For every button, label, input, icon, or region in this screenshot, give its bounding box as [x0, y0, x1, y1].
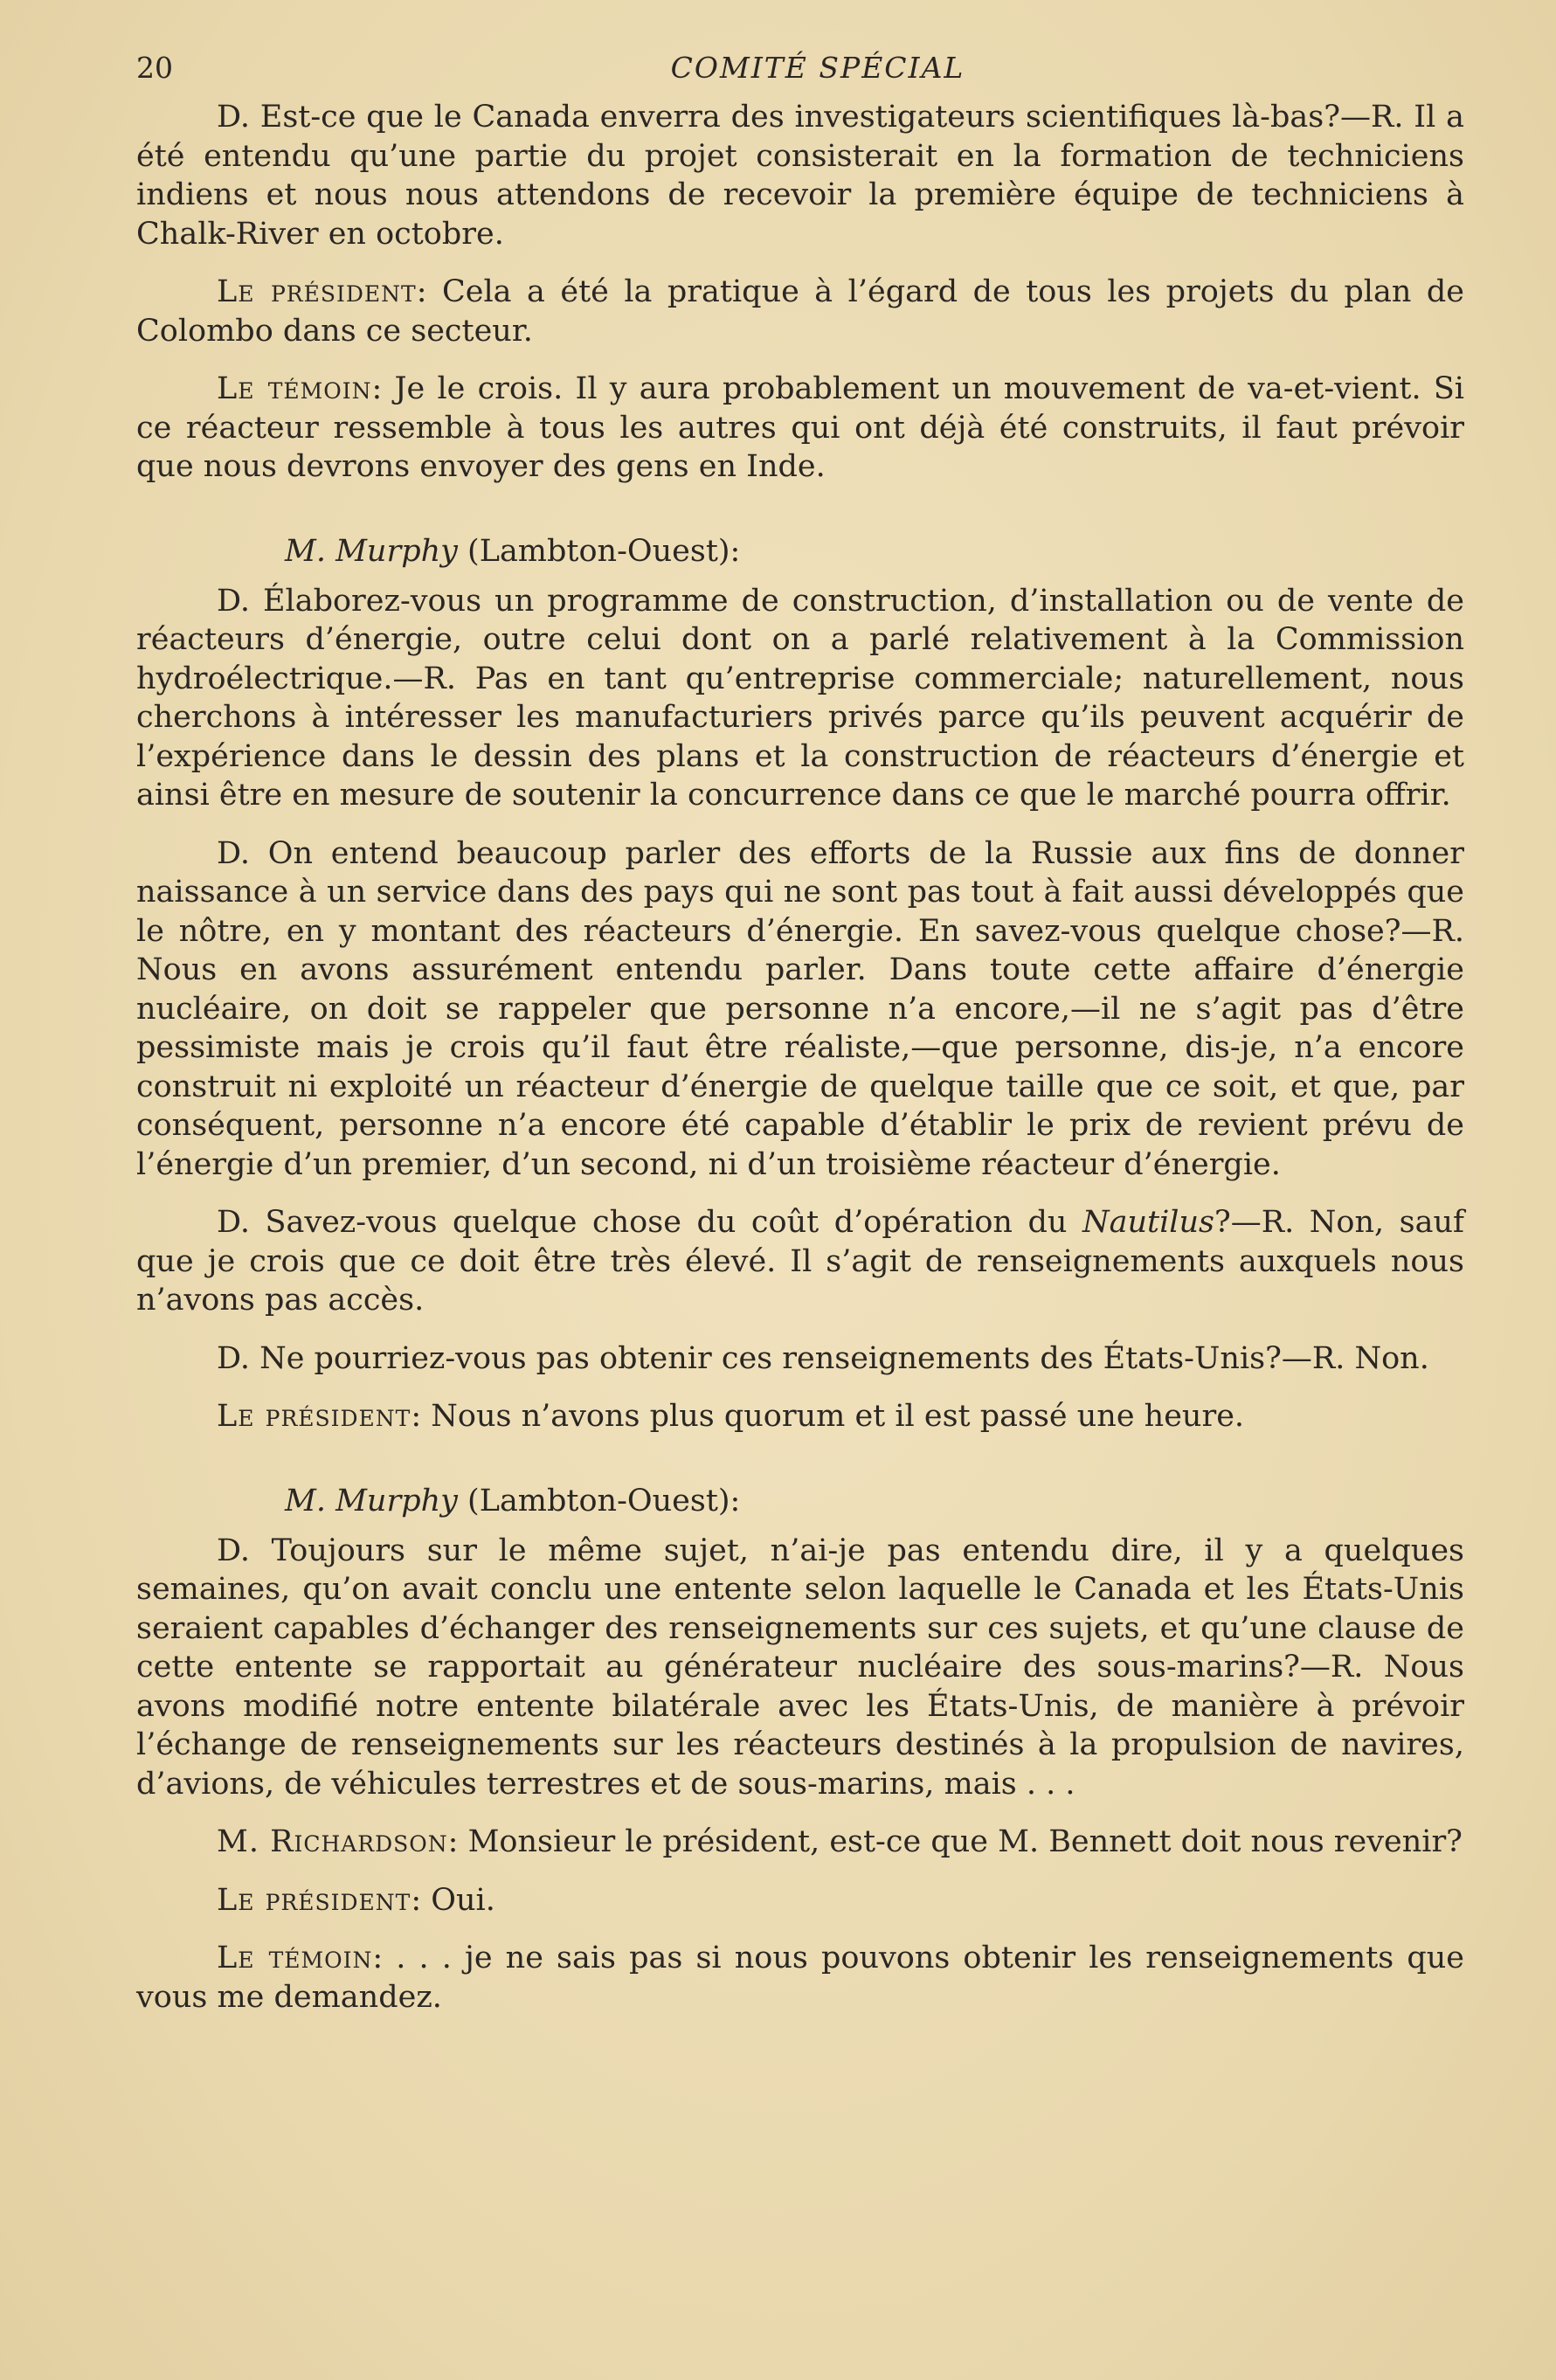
- nautilus-title: Nautilus: [1082, 1205, 1214, 1240]
- paragraph-5: [136, 834, 1464, 1185]
- speaker-richardson: M. Richardson: [217, 1824, 448, 1859]
- paragraph-1: [136, 98, 1464, 253]
- paragraph-12-text: : . . . je ne sais pas si nous pouvons obtenir les renseignements que vous me demandez.: [136, 1941, 1464, 2015]
- speaker-heading-2-riding: (Lambton-Ouest):: [457, 1483, 741, 1519]
- paragraph-6: [136, 1203, 1464, 1320]
- paragraph-5-text: D. On entend beaucoup parler des efforts de la Russie aux fins de donner naissance à un service dans des pays qui ne sont pas tout à fait aussi développés que le nôtre, en y montant des réacteurs d’énergie. En savez-vous quelque chose?—R. Nous en avons assurément entendu parler. Dans toute cette affaire d’énergie nucléaire, on doit se rappeler que personne n’a encore,—il ne s’agit pas d’être pessimiste mais je crois qu’il faut être réaliste,—que personne, dis-je, n’a encore construit ni exploité un réacteur d’énergie de quelque taille que ce soit, et que, par conséquent, personne n’a encore été capable d’établir le prix de revient prévu de l’énergie d’un premier, d’un second, ni d’un troisième réacteur d’énergie.: [136, 835, 1464, 1182]
- speaker-heading-1-name: M. Murphy: [285, 533, 458, 569]
- paragraph-6-text-a: D. Savez-vous quelque chose du coût d’opération du: [217, 1205, 1082, 1240]
- paragraph-9-text: D. Toujours sur le même sujet, n’ai-je pas entendu dire, il y a quelques semaines, qu’on avait conclu une entente selon laquelle le Canada et les États-Unis seraient capables d’échanger des renseignements sur ces sujets, et qu’une clause de cette entente se rapportait au générateur nucléaire des sous-marins?—R. Nous avons modifié notre entente bilatérale avec les États-Unis, de manière à prévoir l’échange de renseignements sur les réacteurs destinés à la propulsion de navires, d’avions, de véhicules terrestres et de sous-marins, mais . . .: [136, 1532, 1464, 1802]
- paragraph-9: [136, 1532, 1464, 1804]
- speaker-witness: Le témoin: [217, 1941, 373, 1975]
- paragraph-8-text: : Nous n’avons plus quorum et il est passé une heure.: [411, 1399, 1245, 1434]
- paragraph-2-text: : Cela a été la pratique à l’égard de tous les projets du plan de Colombo dans ce secteur.: [136, 274, 1464, 349]
- paragraph-4: [136, 582, 1464, 815]
- speaker-president: Le président: [217, 1399, 411, 1434]
- speaker-heading-2: [136, 1482, 1464, 1532]
- running-title: COMITÉ SPÉCIAL: [670, 51, 965, 85]
- page-number: 20: [136, 51, 173, 85]
- running-head: [136, 45, 1464, 98]
- paragraph-10: [136, 1823, 1464, 1862]
- document-page: [136, 45, 1464, 2017]
- paragraph-2: [136, 273, 1464, 350]
- paragraph-3-text: : Je le crois. Il y aura probablement un mouvement de va-et-vient. Si ce réacteur ressemble à tous les autres qui ont déjà été construits, il faut prévoir que nous devrons envoyer des gens en Inde.: [136, 371, 1464, 484]
- paragraph-7-text: D. Ne pourriez-vous pas obtenir ces renseignements des États-Unis?—R. Non.: [217, 1340, 1429, 1376]
- speaker-president: Le président: [217, 1882, 411, 1918]
- paragraph-12: [136, 1939, 1464, 2017]
- paragraph-11: [136, 1881, 1464, 1920]
- speaker-heading-2-name: M. Murphy: [285, 1483, 458, 1519]
- paragraph-11-text: : Oui.: [411, 1882, 495, 1918]
- paragraph-3: [136, 370, 1464, 487]
- speaker-witness: Le témoin: [217, 371, 372, 406]
- paragraph-7: [136, 1339, 1464, 1379]
- paragraph-10-text: : Monsieur le président, est-ce que M. Bennett doit nous revenir?: [447, 1824, 1463, 1859]
- paragraph-8: [136, 1397, 1464, 1436]
- paragraph-6-text-b: ?—R. Non, sauf que je crois que ce doit être très élevé. Il s’agit de renseignements auxquels nous n’avons pas accès.: [136, 1205, 1464, 1318]
- speaker-heading-1-riding: (Lambton-Ouest):: [457, 533, 741, 569]
- paragraph-1-text: D. Est-ce que le Canada enverra des investigateurs scientifiques là-bas?—R. Il a été entendu qu’une partie du projet consisterait en la formation de techniciens indiens et nous nous attendons de recevoir la première équipe de techniciens à Chalk-River en octobre.: [136, 100, 1464, 252]
- speaker-president: Le président: [217, 274, 417, 309]
- paragraph-4-text: D. Élaborez-vous un programme de construction, d’installation ou de vente de réacteurs d’énergie, outre celui dont on a parlé relativement à la Commission hydroélectrique.—R. Pas en tant qu’entreprise commerciale; naturellement, nous cherchons à intéresser les manufacturiers privés parce qu’ils peuvent acquérir de l’expérience dans le dessin des plans et la construction de réacteurs d’énergie et ainsi être en mesure de soutenir la concurrence dans ce que le marché pourra offrir.: [136, 583, 1464, 813]
- speaker-heading-1: [136, 532, 1464, 582]
